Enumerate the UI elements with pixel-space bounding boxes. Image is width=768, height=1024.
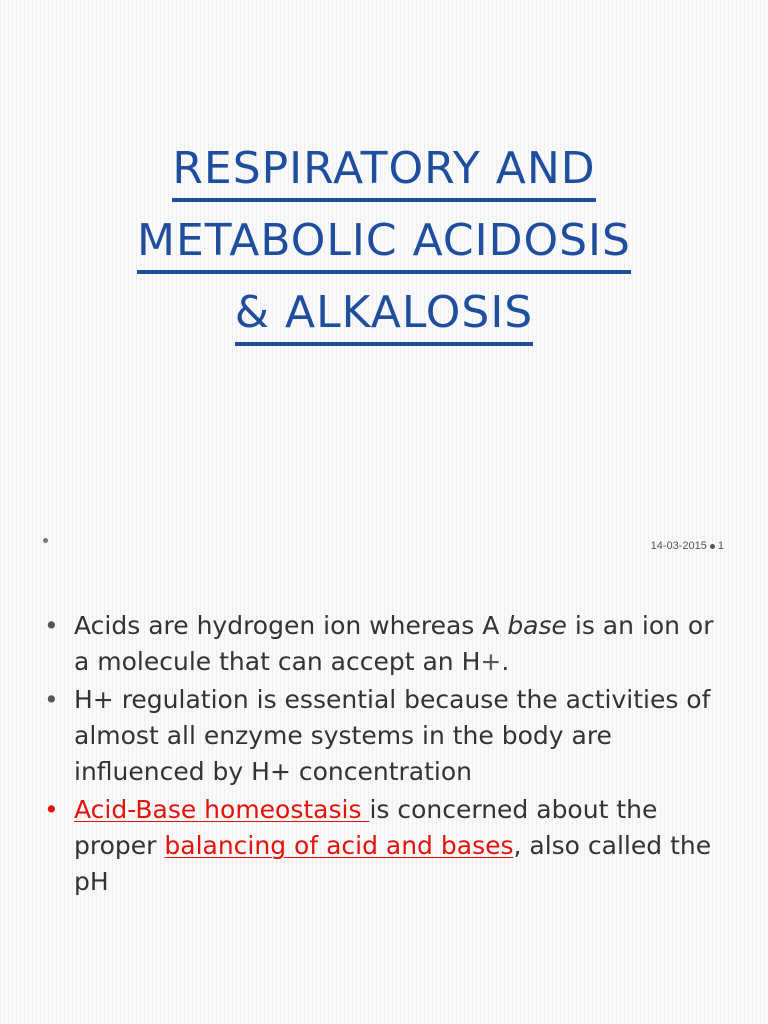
bullet-1-end: .: [501, 647, 510, 676]
title-line-2: METABOLIC ACIDOSIS: [137, 212, 631, 274]
bullet-marker: •: [44, 685, 59, 714]
title-line-3: & ALKALOSIS: [235, 284, 534, 346]
bullet-item-2: [44, 682, 734, 790]
bullet-3-text-b: , also called the pH: [74, 831, 712, 896]
bullet-list: [44, 608, 734, 902]
bullet-1-text-b: is an ion or a molecule that can accept an H: [74, 611, 714, 676]
bullet-marker-red: •: [44, 795, 59, 824]
slide-title: [0, 136, 768, 352]
acid-base-homeostasis-link[interactable]: Acid-Base homeostasis: [74, 795, 370, 824]
balancing-acid-bases-link[interactable]: balancing of acid and bases: [164, 831, 514, 860]
bullet-1-italic: base: [507, 611, 567, 640]
slide-footer: [651, 540, 724, 552]
footer-date: 14-03-2015: [650, 540, 707, 552]
footer-separator-dot: [710, 544, 715, 549]
bullet-item-1: [44, 608, 734, 680]
bullet-item-3: [44, 792, 734, 900]
empty-bullet-dot: [43, 538, 48, 543]
content-slide: [0, 570, 768, 1024]
page-number: 1: [717, 540, 724, 552]
bullet-1-text-a: Acids are hydrogen ion whereas A: [74, 611, 508, 640]
title-line-1: RESPIRATORY AND: [172, 140, 595, 202]
bullet-3-text-a: is concerned about the proper: [74, 795, 658, 860]
bullet-1-plus: +: [480, 647, 502, 676]
bullet-2-text: H+ regulation is essential because the activities of almost all enzyme systems in the body are influenced by H+ concentration: [74, 685, 711, 786]
bullet-marker: •: [44, 611, 59, 640]
